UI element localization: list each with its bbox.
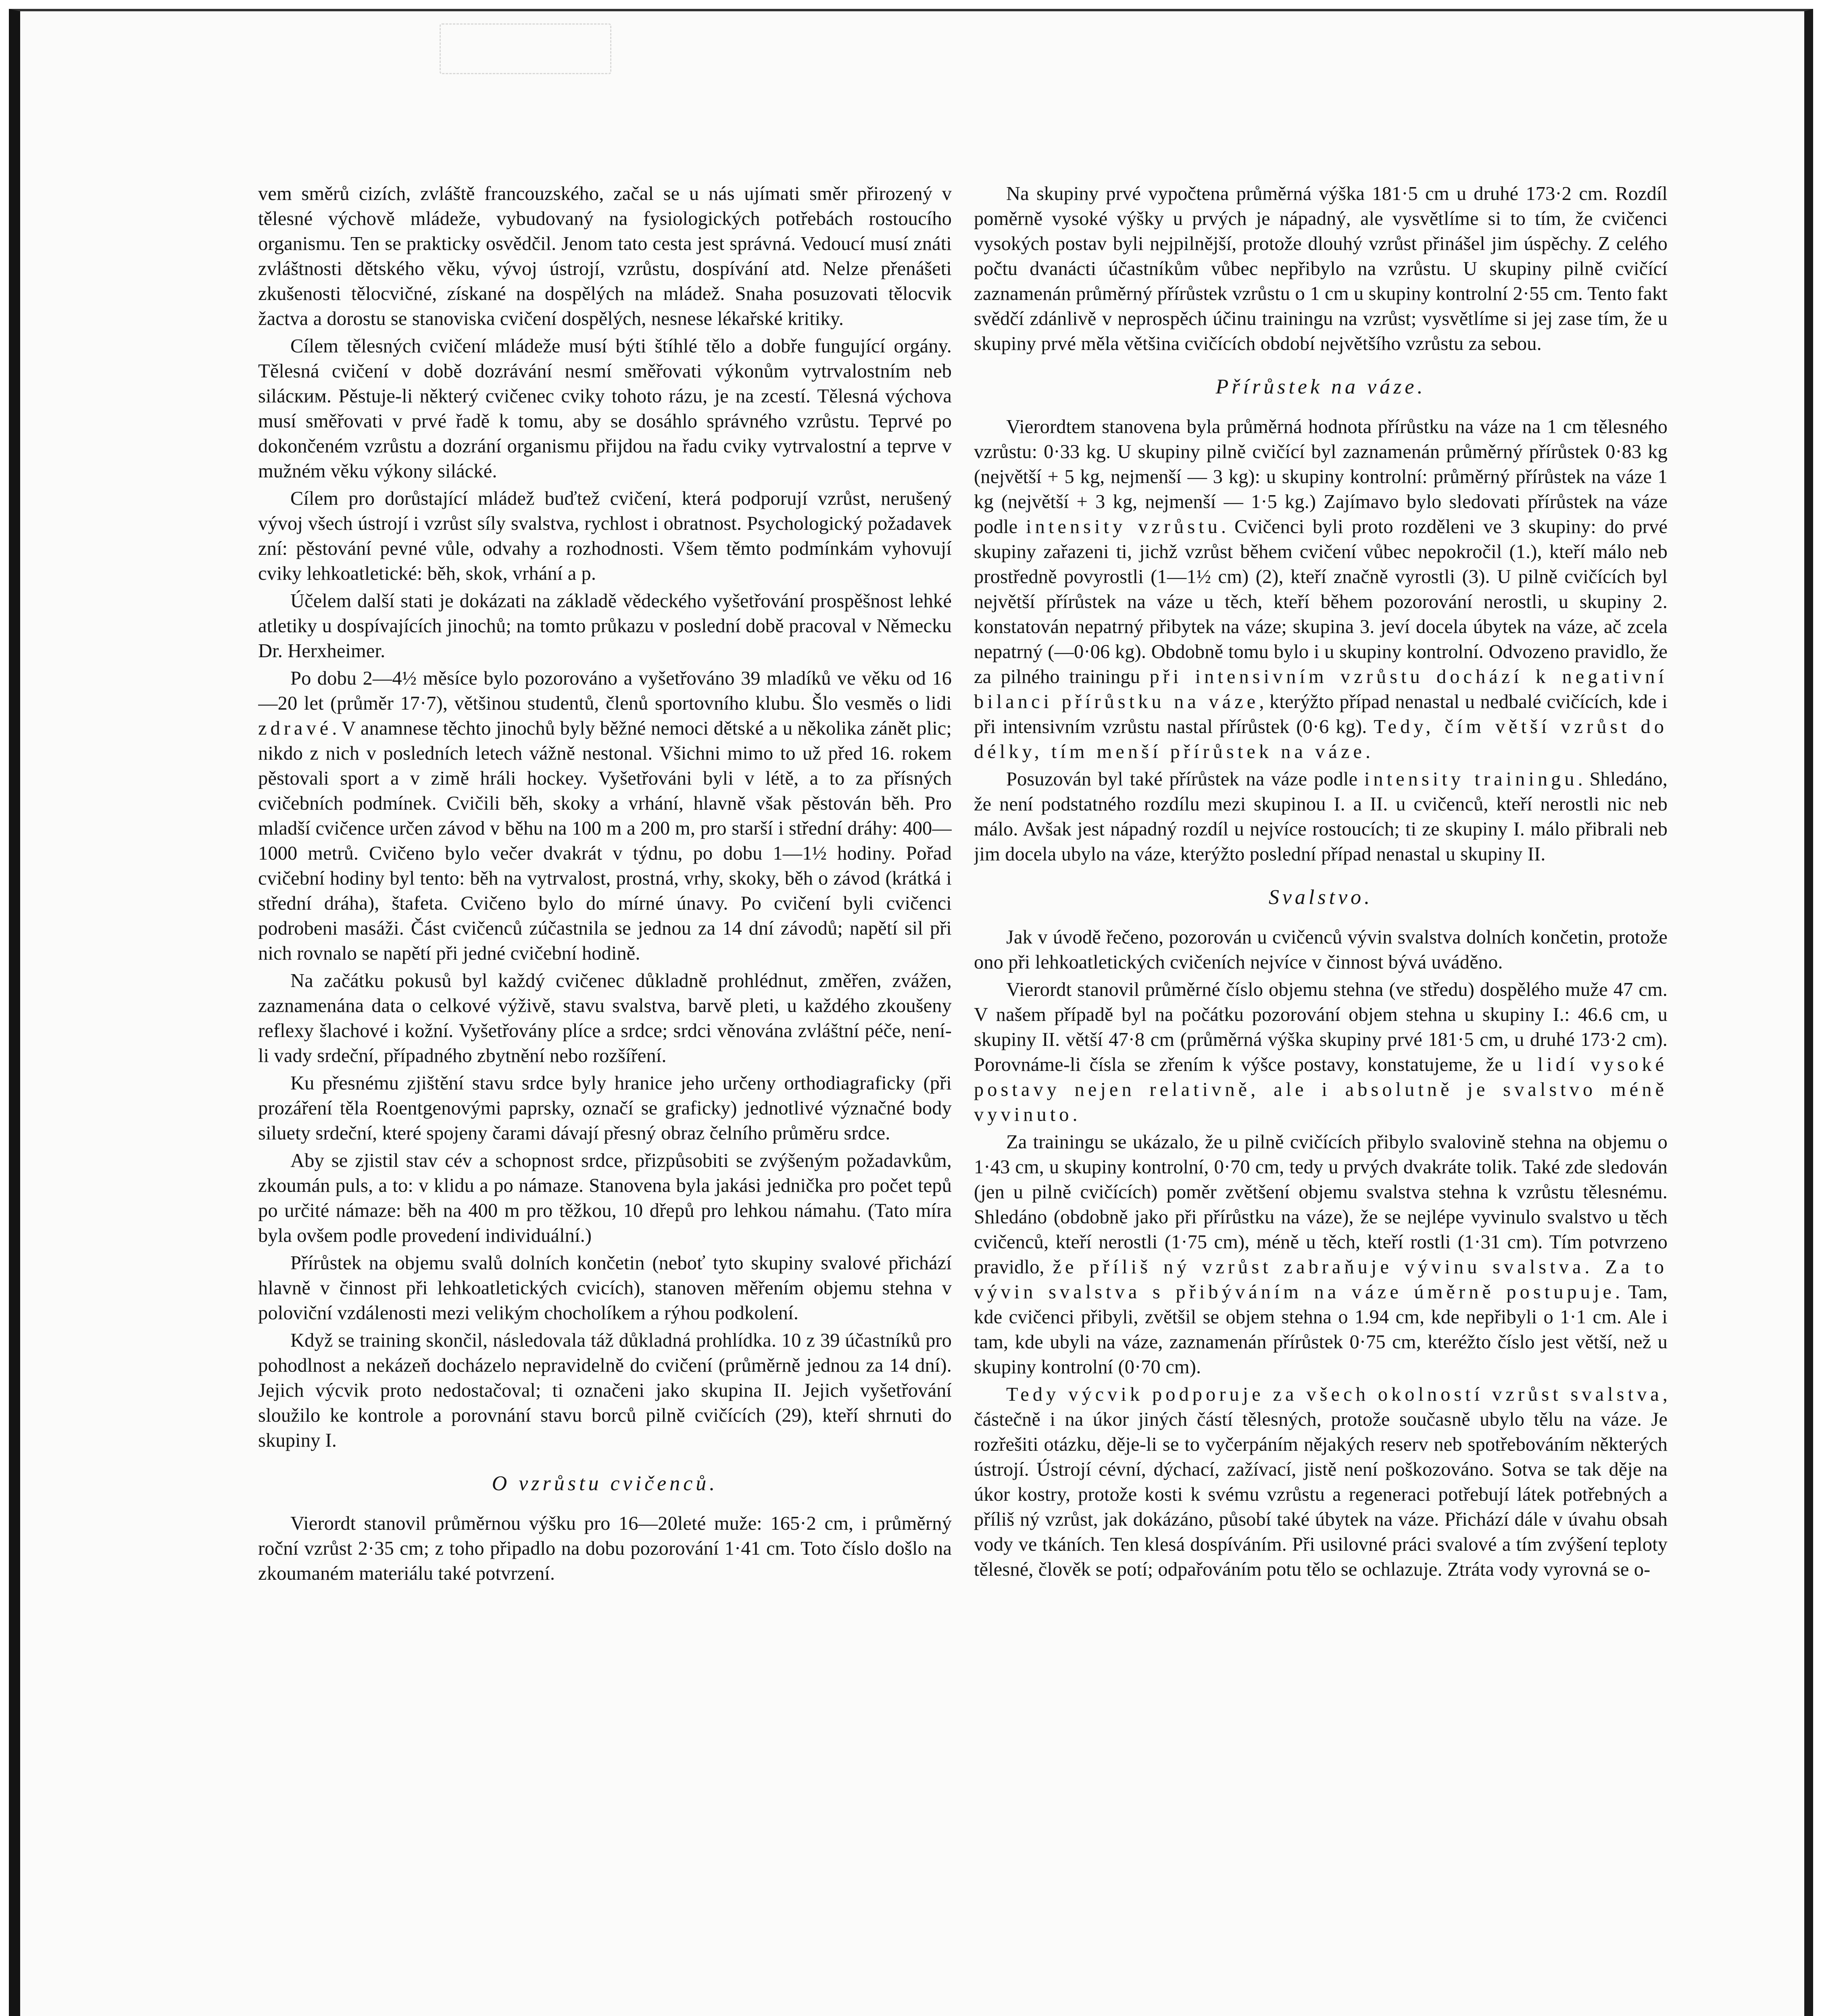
section-heading: Svalstvo. — [1268, 886, 1373, 909]
paragraph: Na skupiny prvé vypočtena průměrná výška 181·5 cm u druhé 173·2 cm. Rozdíl poměrně vysoké výšky u prvých je nápadný, ale vysvětlíme si to tím, že cvičenci vysokých postav byli nejpilnější, protože dlouhý vzrůst přinášel jim úspěchy. Z celého počtu dvanácti účastníkům vůbec nepřibylo na vzrůstu. U skupiny pilně cvičící zaznamenán průměrný přírůstek vzrůstu o 1 cm u skupiny kontrolní 2·55 cm. Tento fakt svědčí zdánlivě v neprospěch účinu trainingu na vzrůst; vysvětlíme si jej zase tím, že u skupiny prvé měla většina cvičících období největšího vzrůstu za sebou. — [974, 183, 1668, 354]
emphasis-text: při intensivním vzrůstu dochází k negativní bilanci přírůstku na váze — [974, 666, 1668, 712]
emphasis-text: Tedy, čím větší vzrůst do délky, tím menší přírůstek na váze. — [974, 716, 1668, 762]
paragraph: Cílem pro dorůstající mládež buďtež cvičení, která podporují vzrůst, nerušený vývoj všech ústrojí i vzrůst síly svalstva, rychlost i obratnost. Psychologický požadavek zní: pěstování pevné vůle, odvahy a rozhodnosti. Všem těmto podmínkám vyhovují cviky lehkoatletické: běh, skok, vrhání a p. — [258, 488, 952, 584]
paragraph: Když se training skončil, následovala táž důkladná prohlídka. 10 z 39 účastníků pro pohodlnost a nekázeň docházelo nepravidelně do cvičení (průměrně jednou za 14 dní). Jejich výcvik proto nedostačoval; ti označeni jako skupina II. Jejich vyšetřování sloužilo ke kontrole a porovnání stavu borců pilně cvičících (29), kteří shrnuti do skupiny I. — [258, 1330, 952, 1451]
paragraph: Tedy výcvik podporuje za všech okolností vzrůst svalstva, částečně i na úkor jiných částí tělesných, protože současně ubylo tělu na váze. Je rozřešiti otázku, děje-li se to vyčerpáním nějakých reserv neb spotřebováním některých ústrojí. Ústrojí cévní, dýchací, zažívací, jistě není poškozováno. Sotva se tak děje na úkor kostry, protože kosti k svému vzrůstu a regeneraci potřebují látek potřebných a příliš ný vzrůst, jak dokázáno, působí také úbytek na váze. Přichází dále v úvahu obsah vody ve tkáních. Ten klesá dospíváním. Při usilovné práci svalové a tím zvýšení teploty tělesné, člověk se potí; odpařováním potu tělo se ochlazuje. Ztráta vody vyrovná se o- — [974, 1384, 1668, 1580]
emphasis-text: intensity vzrůstu — [1026, 516, 1221, 537]
paragraph: vem směrů cizích, zvláště francouzského, začal se u nás ujímati směr přirozený v tělesné výchově mládeže, vybudovaný na fysiologických potřebách rostoucího organismu. Ten se prakticky osvědčil. Jenom tato cesta jest správná. Vedoucí musí znáti zvláštnosti dětského věku, vývoj ústrojí, vzrůstu, dospívání atd. Nelze přenášeti zkušenosti tělocvičné, získané na dospělých na mládež. Snaha posuzovati tělocvik žactva a dorostu se stanoviska cvičení dospělých, nesnese lékařské kritiky. — [258, 183, 952, 329]
paragraph: Ku přesnému zjištění stavu srdce byly hranice jeho určeny orthodiagraficky (při prozáření těla Roentgenovými paprsky, označí se graficky) jednotlivé význačné body siluety srdeční, které spojeny čarami dávají přesný obraz čelního průměru srdce. — [258, 1073, 952, 1144]
paragraph: Cílem tělesných cvičení mládeže musí býti štíhlé tělo a dobře fungující orgány. Tělesná cvičení v době dozrávání nesmí směřovati výkonům vytrvalostním neb silácким. Pěstuje-li některý cvičenec cviky tohoto rázu, je na zcestí. Tělesná výchova musí směřovati v prvé řadě k tomu, aby se dosáhlo správného vzrůstu. Teprvé po dokončeném vzrůstu a dozrání organismu přijdou na řadu cviky vytrvalostní a teprve v mužném věku výkony silácké. — [258, 335, 952, 482]
emphasis-text: Tedy výcvik podporuje za všech okolností vzrůst svalstva — [1006, 1384, 1663, 1405]
paragraph: Přírůstek na objemu svalů dolních končetin (neboť tyto skupiny svalové přichází hlavně v činnost při lehkoatletických cvicích), stanoven měřením objemu stehna v poloviční vzdálenosti mezi velikým chocholíkem a rýhou podkolení. — [258, 1252, 952, 1324]
section-heading: O vzrůstu cvičenců. — [492, 1472, 718, 1495]
emphasis-text: u lidí vysoké postavy nejen relativně, ale i absolutně je svalstvo méně vyvinuto. — [974, 1054, 1668, 1125]
paragraph: Za trainingu se ukázalo, že u pilně cvičících přibylo svalovině stehna na objemu o 1·43 cm, u skupiny kontrolní, 0·70 cm, tedy u prvých dvakráte tolik. Také zde sledován (jen u pilně cvičících) poměr zvětšení objemu svalstva stehna k vzrůstu tělesnému. Shledáno (obdobně jako při přírůstku na váze), že se nejlépe vyvinulo svalstvo u těch cvičenců, kteří nerostli (1·75 cm), méně u těch, kteří rostli (1·31 cm). Tím potvrzeno pravidlo, že příliš ný vzrůst zabraňuje vývinu svalstva. Za to vývin svalstva s přibýváním na váze úměrně postupuje. Tam, kde cvičenci přibyli, zvětšil se objem stehna o 1.94 cm, kde nepřibyli o 1·1 cm. Ale i tam, kde ubyli na váze, zaznamenán přírůstek 0·75 cm, kteréžto číslo jest větší, než u skupiny kontrolní (0·70 cm). — [974, 1131, 1668, 1378]
emphasis-text: že příliš ný vzrůst zabraňuje vývinu svalstva. Za to vývin svalstva s přibýváním na váze úměrně postupuje — [974, 1256, 1668, 1303]
paragraph: Aby se zjistil stav cév a schopnost srdce, přizpůsobiti se zvýšeným požadavkům, zkoumán puls, a to: v klidu a po námaze. Stanovena byla jakási jednička pro počet tepů po určité námaze: běh na 400 m pro těžkou, 10 dřepů pro lehkou námahu. (Tato míra byla ovšem podle provedení individuální.) — [258, 1150, 952, 1246]
paragraph: Na začátku pokusů byl každý cvičenec důkladně prohlédnut, změřen, zvážen, zaznamenána data o celkové výživě, stavu svalstva, barvě pleti, u každého zkoušeny reflexy šlachové i kožní. Vyšetřovány plíce a srdce; srdci věnována zvláštní péče, není-li vady srdeční, případného zbytnění nebo rozšíření. — [258, 970, 952, 1066]
paragraph: Posuzován byl také přírůstek na váze podle intensity trainingu. Shledáno, že není podstatného rozdílu mezi skupinou I. a II. u cvičenců, kteří nerostli nic neb málo. Avšak jest nápadný rozdíl u nejvíce rostoucích; ti ze skupiny I. málo přibrali neb jim docela ubylo na váze, kterýžto poslední případ nenastal u skupiny II. — [974, 768, 1668, 865]
paragraph: Vierordtem stanovena byla průměrná hodnota přírůstku na váze na 1 cm tělesného vzrůstu: 0·33 kg. U skupiny pilně cvičící byl zaznamenán průměrný přírůstek 0·83 kg (největší + 5 kg, nejmenší — 3 kg): u skupiny kontrolní: průměrný přírůstek na váze 1 kg (největší + 3 kg, nejmenší — 1·5 kg.) Zajímavo bylo sledovati přírůstek na váze podle intensity vzrůstu. Cvičenci byli proto rozděleni ve 3 skupiny: do prvé skupiny zařazeni ti, jichž vzrůst během cvičení vůbec nepokročil (1.), kteří málo neb prostředně povyrostli (1—1½ cm) (2), kteří značně vyrostli (3). U pilně cvičících byl největší přírůstek na váze u těch, kteří během pozorování nerostli, u skupiny 2. konstatován nepatrný přibytek na váze; skupina 3. jeví docela úbytek na váze, ač zcela nepatrný (—0·06 kg). Obdobně tomu bylo i u skupiny kontrolní. Odvozeno pravidlo, že za pilného trainingu při intensivním vzrůstu dochází k negativní bilanci přírůstku na váze, kterýžto případ nenastal u nedbalé cvičících, kde i při intensivním vzrůstu nastal přírůstek (0·6 kg). Tedy, čím větší vzrůst do délky, tím menší přírůstek na váze. — [974, 416, 1668, 762]
paragraph: Po dobu 2—4½ měsíce bylo pozorováno a vyšetřováno 39 mladíků ve věku od 16—20 let (průměr 17·7), většinou studentů, členů sportovního klubu. Šlo vesměs o lidi zdravé. V anamnese těchto jinochů byly běžné nemoci dětské a u několika zánět plic; nikdo z nich v posledních letech vážně nestonal. Všichni mimo to už před 16. rokem pěstovali sport a v zimě hráli hockey. Vyšetřováni byli v létě, a to za přísných cvičebních podmínek. Cvičili běh, skoky a vrhání, hlavně však pěstován běh. Pro mladší cvičence určen závod v běhu na 100 m a 200 m, pro starší i střední dráhy: 400—1000 metrů. Cvičeno bylo večer dvakrát v týdnu, po dobu 1—1½ hodiny. Pořad cvičební hodiny byl tento: běh na vytrvalost, prostná, vrhy, skoky, běh o závod (krátká i střední dráha), štafeta. Cvičeno bylo do mírné únavy. Po cvičení byli cvičenci podrobeni masáži. Část cvičenců zúčastnila se jednou za 14 dní závodů; napětí sil při nich rovnalo se napětí při jedné cvičební hodině. — [258, 668, 952, 964]
paragraph: Vierordt stanovil průměrnou výšku pro 16—20leté muže: 165·2 cm, i průměrný roční vzrůst 2·35 cm; z toho připadlo na dobu pozorování 1·41 cm. Toto číslo došlo na zkoumaném materiálu také potvrzení. — [258, 1513, 952, 1584]
emphasis-text: intensity trainingu — [1364, 768, 1578, 790]
right-column — [974, 181, 1668, 2016]
section-heading: Přírůstek na váze. — [1215, 375, 1426, 398]
paragraph: Účelem další stati je dokázati na základě vědeckého vyšetřování prospěšnost lehké atletiky u dospívajících jinochů; na tomto průkazu v poslední době pracoval v Německu Dr. Herxheimer. — [258, 590, 952, 662]
paragraph: Vierordt stanovil průměrné číslo objemu stehna (ve středu) dospělého muže 47 cm. V našem případě byl na počátku pozorování objem stehna u skupiny I.: 46.6 cm, u skupiny II. větší 47·8 cm (průměrná výška skupiny prvé 181·5 cm, u druhé 173·2 cm). Porovnáme-li čísla se zřením k výšce postavy, konstatujeme, že u lidí vysoké postavy nejen relativně, ale i absolutně je svalstvo méně vyvinuto. — [974, 979, 1668, 1125]
left-column — [258, 181, 952, 2016]
library-stamp-mark — [440, 23, 611, 74]
emphasis-text: zdravé — [258, 718, 332, 739]
paragraph: Jak v úvodě řečeno, pozorován u cvičenců vývin svalstva dolních končetin, protože ono při lehkoatletických cvičeních nejvíce v činnost bývá uváděno. — [974, 927, 1668, 973]
